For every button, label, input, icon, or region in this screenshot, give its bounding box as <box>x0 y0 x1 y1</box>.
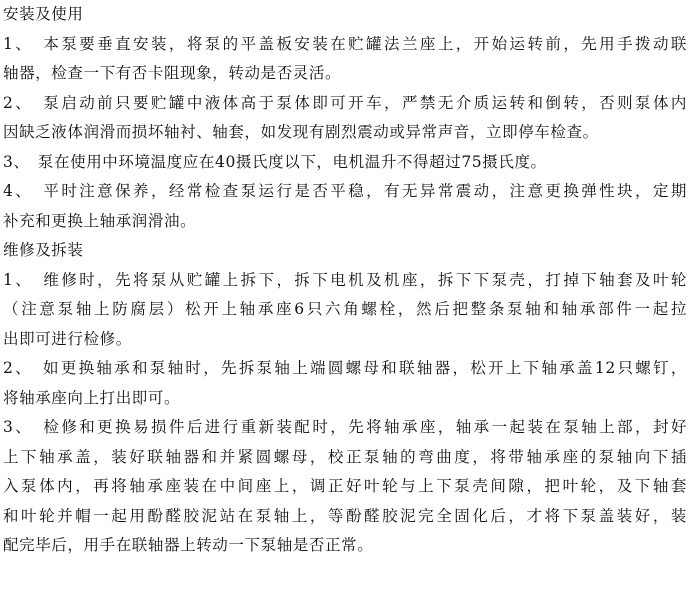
paragraph-line: 3、 检修和更换易损件后进行重新装配时，先将轴承座，轴承一起装在泵轴上部，封好 <box>3 418 687 436</box>
paragraph-line: 2、 泵启动前只要贮罐中液体高于泵体即可开车，严禁无介质运转和倒转，否则泵体内 <box>3 93 687 112</box>
paragraph-line: 3、 泵在使用中环境温度应在40摄氏度以下，电机温升不得超过75摄氏度。 <box>3 152 547 171</box>
paragraph-line: 2、 如更换轴承和泵轴时，先拆泵轴上端圆螺母和联轴器，松开上下轴承盖12只螺钉， <box>3 359 687 377</box>
paragraph-line: 轴器，检查一下有否卡阻现象，转动是否灵活。 <box>3 64 342 82</box>
paragraph-line: 上下轴承盖，装好联轴器和并紧圆螺母，校正泵轴的弯曲度，将带轴承座的泵轴向下插 <box>3 447 687 466</box>
document-body <box>3 0 687 561</box>
section-heading-maintenance: 维修及拆装 <box>3 241 84 259</box>
section-heading-install-use: 安装及使用 <box>3 5 84 23</box>
paragraph-line: 和叶轮并帽一起用酚醛胶泥站在泵轴上，等酚醛胶泥完全固化后，才将下泵盖装好，装 <box>3 506 687 525</box>
paragraph-line: 出即可进行检修。 <box>3 329 132 348</box>
paragraph-line: 将轴承座向上打出即可。 <box>3 388 181 407</box>
paragraph-line: 补充和更换上轴承润滑油。 <box>3 211 197 230</box>
paragraph-line: 1、 维修时，先将泵从贮罐上拆下，拆下电机及机座，拆下下泵壳，打掉下轴套及叶轮 <box>3 270 687 289</box>
paragraph-line: 因缺乏液体润滑而损坏轴衬、轴套，如发现有剧烈震动或异常声音，立即停车检查。 <box>3 123 599 141</box>
paragraph-line: 1、 本泵要垂直安装，将泵的平盖板安装在贮罐法兰座上，开始运转前，先用手拨动联 <box>3 34 687 53</box>
paragraph-line: （注意泵轴上防腐层）松开上轴承座6只六角螺栓，然后把整条泵轴和轴承部件一起拉 <box>3 300 687 318</box>
paragraph-line: 配完毕后，用手在联轴器上转动一下泵轴是否正常。 <box>3 536 374 554</box>
paragraph-line: 4、 平时注意保养，经常检查泵运行是否平稳，有无异常震动，注意更换弹性块，定期 <box>3 182 687 200</box>
paragraph-line: 入泵体内，再将轴承座装在中间座上，调正好叶轮与上下泵壳间隙，把叶轮，及下轴套 <box>3 477 687 495</box>
